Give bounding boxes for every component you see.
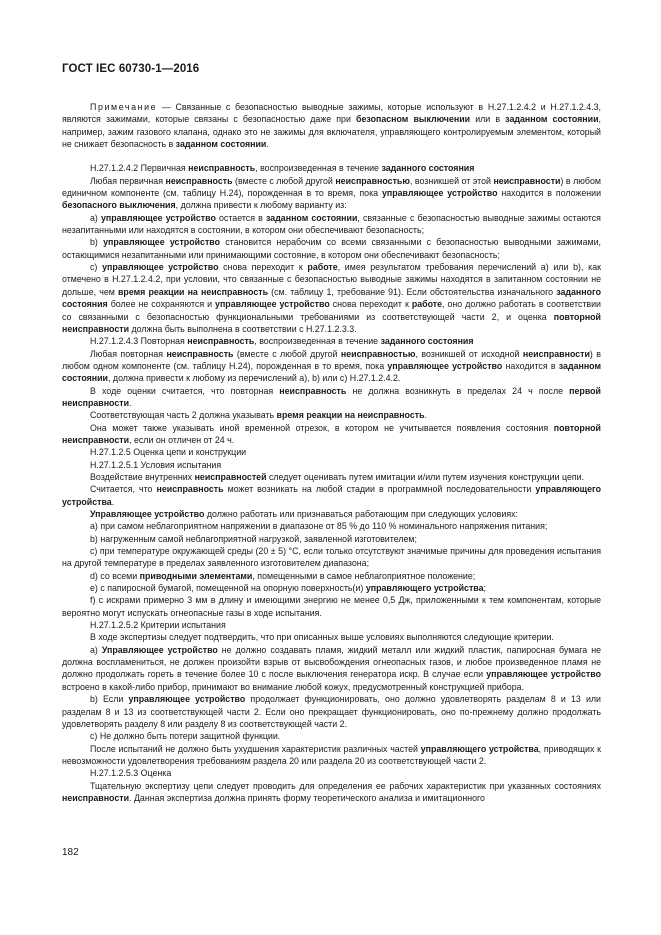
defined-term: заданном состоянии xyxy=(266,212,358,223)
clause-heading: H.27.1.2.5.3 Оценка xyxy=(90,768,172,779)
defined-term: заданном состоянии xyxy=(175,139,267,150)
defined-term: неисправность xyxy=(165,175,233,186)
paragraph: Она может также указывать иной временной отрезок, в котором не учитывается появления состояния повторной неисправности, если он отличен от 24 ч. xyxy=(62,422,601,445)
defined-term: неисправность xyxy=(156,484,224,495)
defined-term: управляющее устройство xyxy=(381,188,498,199)
paragraph: Соответствующая часть 2 должна указывать время реакции на неисправность. xyxy=(90,410,427,421)
defined-term: время реакции на неисправность xyxy=(118,286,269,297)
list-item: c) при температуре окружающей среды (20 ± 5) °C, если только отсутствуют значимые причины для проведения испытания на другой температуре в пределах заявленного изготовителем диапазона; xyxy=(62,546,601,569)
defined-term: работе xyxy=(411,299,443,310)
defined-term: безопасного выключения xyxy=(62,200,176,211)
list-item: d) со всеми приводными элементами, помещенными в самое неблагоприятное положение; xyxy=(90,570,476,581)
defined-term: заданного состояния xyxy=(381,163,475,174)
defined-term: управляющее устройство xyxy=(486,669,601,680)
paragraph: После испытаний не должно быть ухудшения характеристик различных частей управляющего устройства, приводящих к невозможности удовлетворения требованиям раздела 20 или раздела 20 из соответствующей части 2. xyxy=(62,743,601,766)
list-item: b) Если управляющее устройство продолжает функционировать, оно должно удовлетворять разделам 8 и 13 или разделам 8 и 13 из соответствующей части 2. Если оно прекращает функционировать, оно по-прежнему должно продолжать удовлетворять разделу 8 или разделу 8 из соответствующей части 2. xyxy=(62,694,602,729)
defined-term: управляющее устройство xyxy=(128,694,246,705)
note-text: — Связанные с безопасностью выводные зажимы, которые используют в H.27.1.2.4.2 и H.27.1.2.4.3, являются зажимами, которые связаны с безопасностью даже при безопасном выключении или в заданном состоянии, например, зажим газового клапана, однако это не зажимы для включателя, управляющего контролируемым элементом, который не снижает безопасность в заданном состоянии. xyxy=(62,102,601,150)
defined-term: неисправности xyxy=(62,792,130,803)
list-item: a) при самом неблагоприятном напряжении в диапазоне от 85 % до 110 % номинального напряжения питания; xyxy=(90,521,548,532)
defined-term: управляющее устройство xyxy=(102,262,219,273)
defined-term: неисправность xyxy=(188,163,256,174)
defined-term: первой неисправности xyxy=(62,385,601,408)
list-item: c) управляющее устройство снова переходит к работе, имея результатом требования перечислений a) или b), как отмечено в H.27.1.2.4.2, при условии, что связанные с безопасностью выводные зажимы находятся в запитанном состоянии не дольше, чем время реакции на неисправность (см. таблицу 1, требование 91). Если обстоятельства изначального заданного состояния более не сохраняются и управляющее устройство снова переходит к работе, оно должно работать в соответствии со связанными с безопасностью функциональными требованиями из соответствующей части 2, и оценка повторной неисправности должна быть выполнена в соответствии с H.27.1.2.3.3. xyxy=(62,262,601,334)
paragraph: Воздействие внутренних неисправностей следует оценивать путем имитации и/или путем изучения конструкции цепи. xyxy=(90,471,585,482)
defined-term: управляющее устройство xyxy=(103,237,221,248)
clause-heading: H.27.1.2.4.2 Первичная неисправность, воспроизведенная в течение заданного состояния xyxy=(90,163,475,174)
note-label: Примечание xyxy=(90,102,158,112)
defined-term: управляющее устройство xyxy=(387,360,503,371)
paragraph: Тщательную экспертизу цепи следует проводить для определения ее рабочих характеристик при указанных состояниях неисправности. Данная экспертиза должна принять форму теоретического анализа и имитационного xyxy=(62,780,601,803)
defined-term: безопасном выключении xyxy=(356,114,471,125)
defined-term: заданного состояния xyxy=(62,286,601,310)
defined-term: Управляющее устройство xyxy=(90,509,205,519)
list-item: f) с искрами примерно 3 мм в длину и имеющими энергию не менее 0,5 Дж, приложенными к тем компонентам, которые вероятно могут испускать огнеопасные газы в ходе испытания. xyxy=(62,595,601,618)
paragraph: Любая повторная неисправность (вместе с любой другой неисправностью, возникшей от исходной неисправности) в любом одном компоненте (см. таблицу H.24), порожденная в то время, пока управляющее устройство находится в заданном состоянии, должна привести к любому из перечислений a), b) или c) H.27.1.2.4.2. xyxy=(62,348,602,384)
defined-term: заданного состояния xyxy=(380,336,474,347)
list-item: a) Управляющее устройство не должно создавать пламя, жидкий металл или жидкий пластик, папиросная бумага не должна воспламениться, не должен произойти взрыв от высвобождения огнеопасных газов, и любое произведенное пламя не должно продолжать гореть в течение более 10 с после выключения генератора искр. В случае если управляющее устройство встроено в какой-либо прибор, принимают во внимание любой кожух, предусмотренный конструкцией прибора. xyxy=(62,644,601,692)
note-paragraph xyxy=(62,101,601,150)
defined-term: заданном состоянии xyxy=(505,114,599,125)
defined-term: неисправности xyxy=(522,348,590,359)
list-item: e) с папиросной бумагой, помещенной на опорную поверхность(и) управляющего устройства; xyxy=(90,583,486,594)
defined-term: неисправностью xyxy=(340,348,416,359)
clause-heading: H.27.1.2.4.3 Повторная неисправность, воспроизведенная в течение заданного состояния xyxy=(90,336,474,347)
defined-term: управляющее устройство xyxy=(215,299,330,310)
paragraph: Управляющее устройство должно работать или признаваться работающим при следующих условиях: xyxy=(90,509,518,519)
defined-term: заданном состоянии xyxy=(62,360,602,384)
defined-term: повторной неисправности xyxy=(62,311,601,334)
paragraph: В ходе экспертизы следует подтвердить, что при описанных выше условиях выполняются следующие критерии. xyxy=(90,632,554,643)
list-item: c) Не должно быть потери защитной функции. xyxy=(90,731,281,742)
page-number: 182 xyxy=(62,847,79,858)
list-item: b) управляющее устройство становится нерабочим со всеми связанными с безопасностью выводными зажимами, остающимися незапитанными или принимающими состояние, в котором они обеспечивают безопасность; xyxy=(62,237,602,260)
document-header: ГОСТ IEC 60730-1—2016 xyxy=(62,63,200,75)
defined-term: неисправности xyxy=(493,175,561,186)
paragraph: В ходе оценки считается, что повторная неисправность не должна возникнуть в пределах 24 ч после первой неисправности. xyxy=(62,385,601,408)
defined-term: неисправностью xyxy=(335,175,410,186)
defined-term: работе xyxy=(307,262,338,273)
defined-term: приводными элементами xyxy=(139,570,253,581)
clause-heading: H.27.1.2.5 Оценка цепи и конструкции xyxy=(90,447,247,458)
defined-term: повторной неисправности xyxy=(62,422,601,445)
clause-heading: H.27.1.2.5.2 Критерии испытания xyxy=(90,620,226,631)
defined-term: неисправность xyxy=(187,336,255,347)
defined-term: неисправность xyxy=(279,385,347,396)
defined-term: неисправностей xyxy=(194,471,267,482)
defined-term: время реакции на неисправность xyxy=(276,410,425,421)
defined-term: управляющее устройство xyxy=(101,212,216,223)
clause-heading: H.27.1.2.5.1 Условия испытания xyxy=(90,459,222,470)
defined-term: Управляющее устройство xyxy=(101,644,218,655)
defined-term: управляющего устройства xyxy=(365,583,484,594)
defined-term: неисправность xyxy=(166,348,234,359)
defined-term: управляющего устройства xyxy=(420,743,539,754)
paragraph: Считается, что неисправность может возникать на любой стадии в программной последовательности управляющего устройства. xyxy=(62,484,602,507)
paragraph: Любая первичная неисправность (вместе с любой другой неисправностью, возникшей от этой неисправности) в любом единичном компоненте (см. таблицу H.24), порожденная в то время, пока управляющее устройство находится в положении безопасного выключения, должна привести к любому варианту из: xyxy=(62,175,602,211)
document-body xyxy=(62,101,601,804)
list-item: a) управляющее устройство остается в заданном состоянии, связанные с безопасностью выводные зажимы остаются незапитанными или находятся в состоянии, в котором они обеспечивают безопасность; xyxy=(62,212,601,236)
defined-term: управляющего устройства xyxy=(62,484,602,507)
list-item: b) нагруженным самой неблагоприятной нагрузкой, заявленной изготовителем; xyxy=(90,533,417,544)
